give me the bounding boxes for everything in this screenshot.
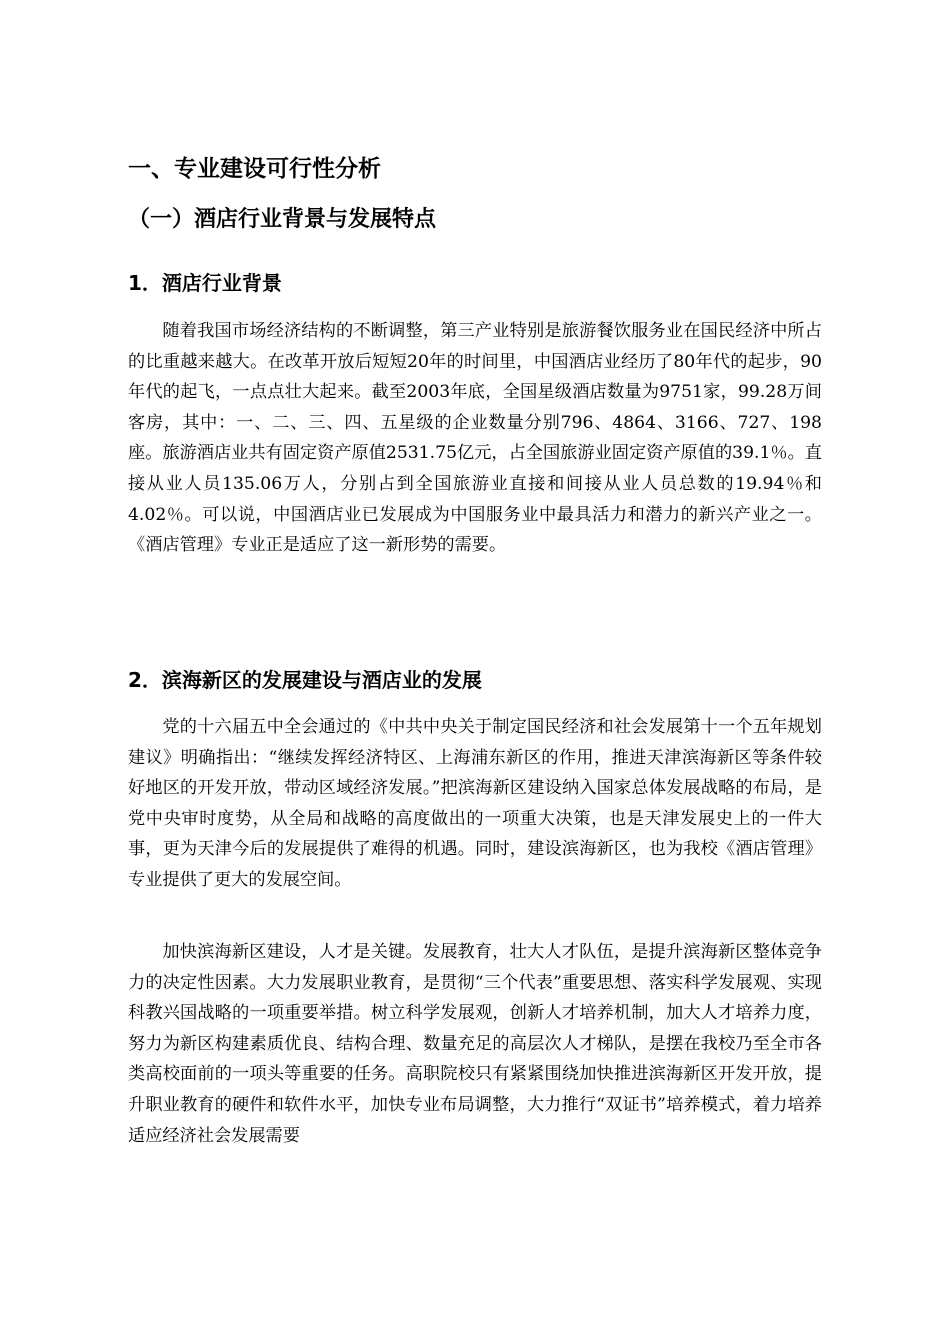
section-heading: （一）酒店行业背景与发展特点 <box>128 207 437 232</box>
subsection-heading-hotel-industry-background: 1．酒店行业背景 <box>128 271 282 295</box>
paragraph-hotel-industry-background: 随着我国市场经济结构的不断调整，第三产业特别是旅游餐饮服务业在国民经济中所占的比重越来越大。在改革开放后短短20年的时间里，中国酒店业经历了80年代的起步，90年代的起飞，一点点壮大起来。截至2003年底，全国星级酒店数量为9751家，99.28万间客房，其中：一、二、三、四、五星级的企业数量分别796、4864、3166、727、198座。旅游酒店业共有固定资产原值2531.75亿元，占全国旅游业固定资产原值的39.1％。直接从业人员135.06万人，分别占到全国旅游业直接和间接从业人员总数的19.94％和4.02％。可以说，中国酒店业已发展成为中国服务业中最具活力和潜力的新兴产业之一。《酒店管理》专业正是适应了这一新形势的需要。 <box>128 321 822 556</box>
subsection-heading-binhai-development: 2．滨海新区的发展建设与酒店业的发展 <box>128 668 482 692</box>
paragraph-binhai-policy: 党的十六届五中全会通过的《中共中央关于制定国民经济和社会发展第十一个五年规划建议》明确指出：“继续发挥经济特区、上海浦东新区的作用，推进天津滨海新区等条件较好地区的开发开放，带动区域经济发展。”把滨海新区建设纳入国家总体发展战略的布局，是党中央审时度势，从全局和战略的高度做出的一项重大决策，也是天津发展史上的一件大事，更为天津今后的发展提供了难得的机遇。同时，建设滨海新区，也为我校《酒店管理》专业提供了更大的发展空间。 <box>128 717 822 890</box>
chapter-heading: 一、专业建设可行性分析 <box>128 156 381 182</box>
paragraph-talent-development: 加快滨海新区建设，人才是关键。发展教育，壮大人才队伍，是提升滨海新区整体竞争力的决定性因素。大力发展职业教育，是贯彻“三个代表”重要思想、落实科学发展观、实现科教兴国战略的一项重要举措。树立科学发展观，创新人才培养机制，加大人才培养力度，努力为新区构建素质优良、结构合理、数量充足的高层次人才梯队，是摆在我校乃至全市各类高校面前的一项头等重要的任务。高职院校只有紧紧围绕加快推进滨海新区开发开放，提升职业教育的硬件和软件水平，加快专业布局调整，大力推行“双证书”培养模式，着力培养适应经济社会发展需要 <box>128 942 822 1146</box>
